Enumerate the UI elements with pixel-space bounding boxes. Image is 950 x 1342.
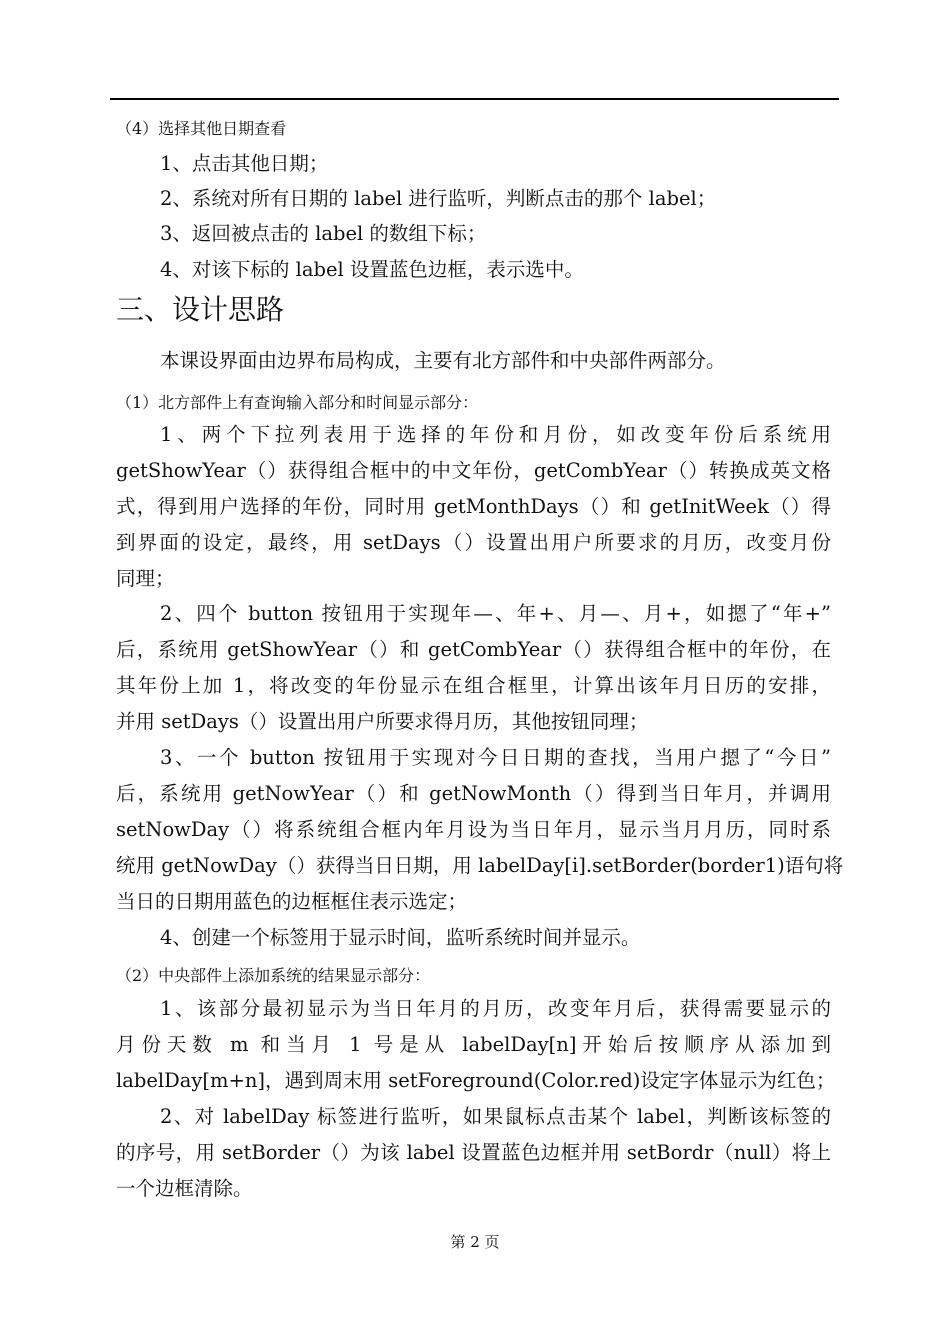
paragraph-line: 一个边框清除。	[116, 1177, 253, 1200]
page-number: 第 2 页	[450, 1233, 500, 1251]
paragraph-line: 月份天数 m 和当月 1 号是从 labelDay[n]开始后按顺序从添加到	[116, 1033, 831, 1056]
paragraph-line: 同理；	[116, 567, 175, 590]
paragraph-line: 其年份上加 1，将改变的年份显示在组合框里，计算出该年月日历的安排，	[116, 674, 831, 697]
section-heading: （1）北方部件上有查询输入部分和时间显示部分：	[116, 393, 479, 412]
paragraph-line: 1、两个下拉列表用于选择的年份和月份，如改变年份后系统用	[160, 423, 831, 446]
paragraph-line: 当日的日期用蓝色的边框框住表示选定；	[116, 890, 468, 913]
header-rule	[110, 98, 839, 100]
paragraph-line: 到界面的设定，最终，用 setDays（）设置出用户所要求的月历，改变月份	[116, 531, 831, 554]
list-item: 1、点击其他日期；	[160, 152, 329, 175]
paragraph-line: 1、该部分最初显示为当日年月的月历，改变年月后，获得需要显示的	[160, 997, 831, 1020]
intro-paragraph: 本课设界面由边界布局构成，主要有北方部件和中央部件两部分。	[160, 349, 726, 372]
paragraph-line: 4、创建一个标签用于显示时间，监听系统时间并显示。	[160, 926, 641, 949]
list-item: 3、返回被点击的 label 的数组下标；	[160, 222, 487, 245]
section-heading: （2）中央部件上添加系统的结果显示部分：	[116, 966, 431, 985]
paragraph-line: 统用 getNowDay（）获得当日日期，用 labelDay[i].setBorder(border1)语句将	[116, 854, 844, 877]
list-item: 4、对该下标的 label 设置蓝色边框，表示选中。	[160, 258, 584, 281]
chapter-title: 三、设计思路	[116, 293, 285, 326]
paragraph-line: 2、对 labelDay 标签进行监听，如果鼠标点击某个 label，判断该标签的	[160, 1105, 831, 1128]
paragraph-line: 3、一个 button 按钮用于实现对今日日期的查找，当用户摁了“今日”	[160, 746, 831, 769]
paragraph-line: 2、四个 button 按钮用于实现年—、年+、月—、月+，如摁了“年+”	[160, 602, 831, 625]
paragraph-line: 并用 setDays（）设置出用户所要求得月历，其他按钮同理；	[116, 710, 649, 733]
paragraph-line: setNowDay（）将系统组合框内年月设为当日年月，显示当月月历，同时系	[116, 818, 831, 841]
paragraph-line: 后，系统用 getNowYear（）和 getNowMonth（）得到当日年月，并调用	[116, 782, 831, 805]
section-heading: （4）选择其他日期查看	[116, 119, 287, 138]
paragraph-line: labelDay[m+n]，遇到周末用 setForeground(Color.red)设定字体显示为红色；	[116, 1069, 836, 1092]
paragraph-line: 后，系统用 getShowYear（）和 getCombYear（）获得组合框中的年份，在	[116, 638, 831, 661]
paragraph-line: 式，得到用户选择的年份，同时用 getMonthDays（）和 getInitWeek（）得	[116, 495, 831, 518]
paragraph-line: 的序号，用 setBorder（）为该 label 设置蓝色边框并用 setBordr（null）将上	[116, 1141, 831, 1164]
paragraph-line: getShowYear（）获得组合框中的中文年份，getCombYear（）转换成英文格	[116, 459, 831, 482]
list-item: 2、系统对所有日期的 label 进行监听，判断点击的那个 label；	[160, 187, 717, 210]
